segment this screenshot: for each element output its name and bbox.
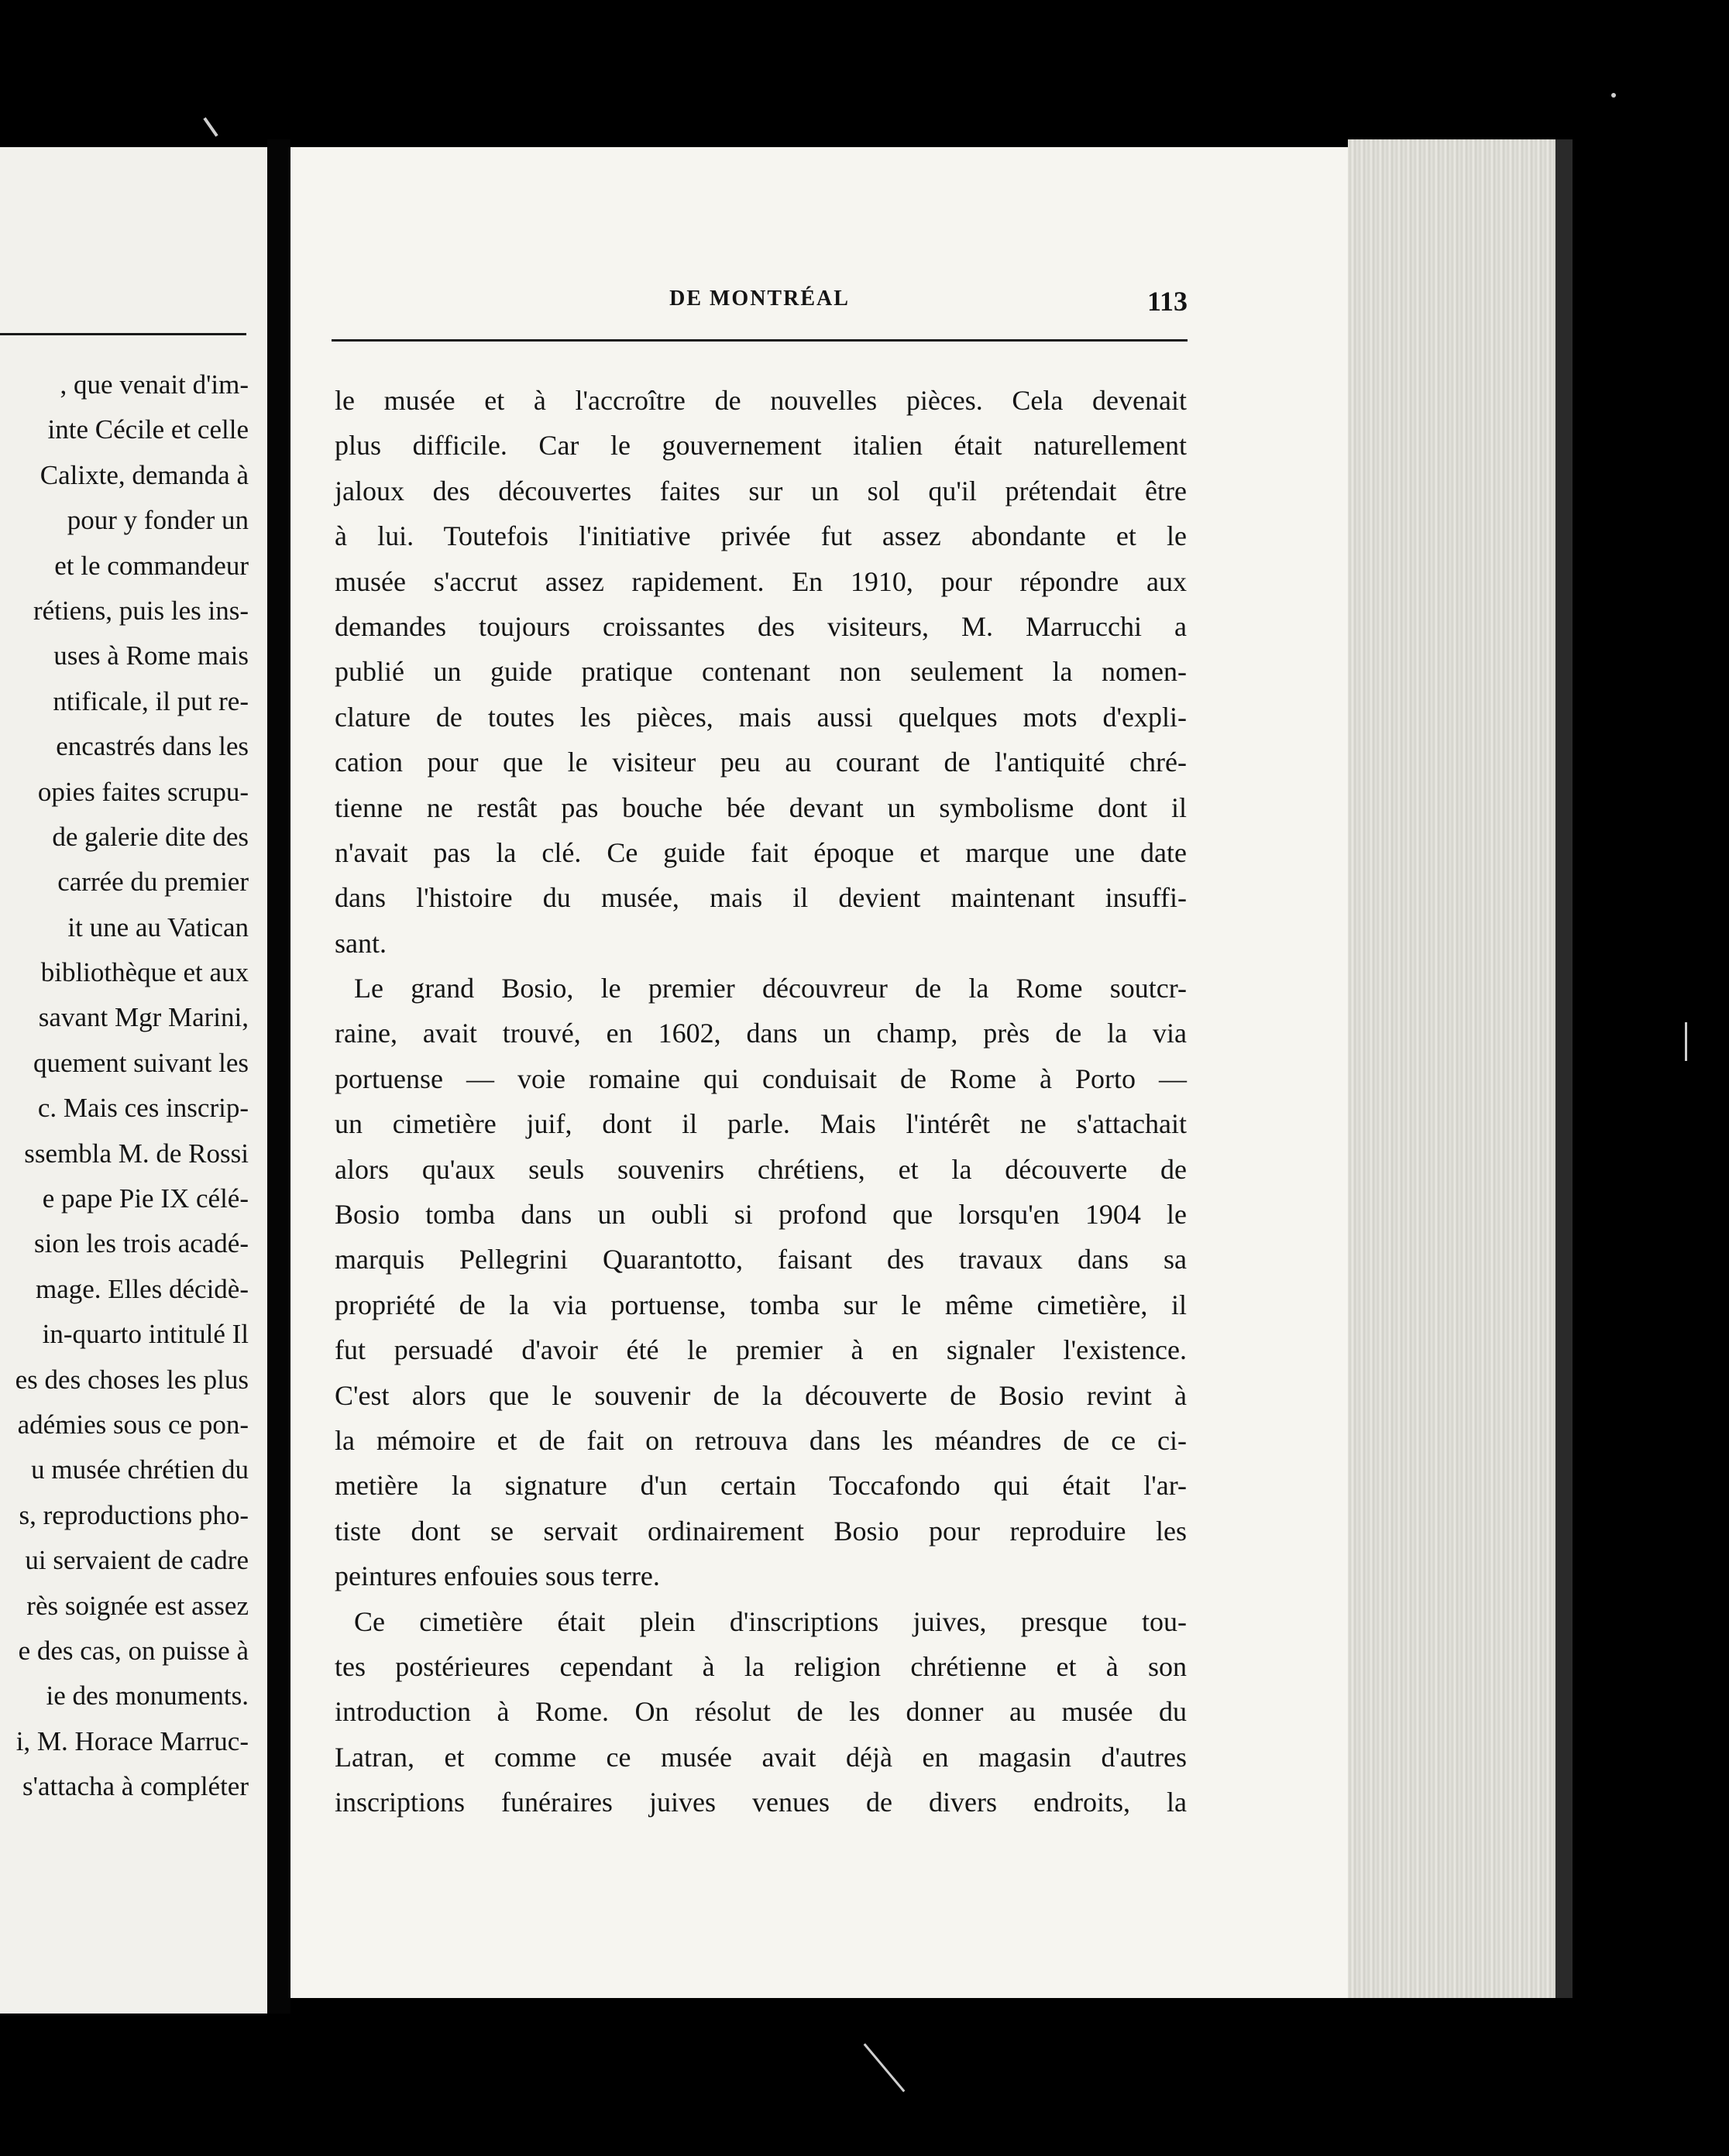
text-line: et le commandeur <box>54 550 249 581</box>
text-line: in-quarto intitulé Il <box>42 1319 249 1350</box>
text-line: clature de toutes les pièces, mais aussi quelques mots d'expli- <box>335 701 1187 733</box>
text-line: u musée chrétien du <box>31 1454 249 1485</box>
text-line: es des choses les plus <box>15 1364 249 1395</box>
text-line: introduction à Rome. On résolut de les donner au musée du <box>335 1696 1187 1728</box>
text-line: dans l'histoire du musée, mais il devient maintenant insuffi- <box>335 882 1187 914</box>
text-line: la mémoire et de fait on retrouva dans les méandres de ce ci- <box>335 1424 1187 1456</box>
page-number: 113 <box>1146 286 1188 317</box>
text-line: tes postérieures cependant à la religion chrétienne et à son <box>335 1650 1187 1682</box>
text-line: uses à Rome mais <box>53 640 249 671</box>
text-line: pour y fonder un <box>67 505 249 536</box>
text-line: Latran, et comme ce musée avait déjà en magasin d'autres <box>335 1741 1187 1773</box>
text-line: s'attacha à compléter <box>22 1771 249 1802</box>
text-line: , que venait d'im- <box>60 369 249 400</box>
text-line: demandes toujours croissantes des visiteurs, M. Marrucchi a <box>335 610 1187 642</box>
text-line: i, M. Horace Marruc- <box>15 1725 249 1756</box>
book-gutter <box>267 139 290 2014</box>
text-line: publié un guide pratique contenant non seulement la nomen- <box>335 656 1187 688</box>
left-header-rule <box>0 333 246 335</box>
text-line: alors qu'aux seuls souvenirs chrétiens, et la découverte de <box>335 1153 1187 1185</box>
text-line: portuense — voie romaine qui conduisait de Rome à Porto — <box>335 1063 1187 1094</box>
text-line: Le grand Bosio, le premier découvreur de la Rome soutcr- <box>354 973 1187 1004</box>
text-line: à lui. Toutefois l'initiative privée fut assez abondante et le <box>335 520 1187 552</box>
running-title: DE MONTRÉAL <box>669 287 850 311</box>
text-line: encastrés dans les <box>56 731 249 762</box>
scan-speck <box>203 117 218 136</box>
text-line: carrée du premier <box>57 867 249 898</box>
header-rule <box>332 339 1188 342</box>
page-edges <box>1348 139 1573 1998</box>
scan-speck <box>864 2043 906 2092</box>
text-line: e pape Pie IX célé- <box>42 1183 249 1214</box>
text-line: propriété de la via portuense, tomba sur le même cimetière, il <box>335 1289 1187 1320</box>
left-page-text <box>0 362 249 1810</box>
text-line: de galerie dite des <box>52 821 249 852</box>
text-line: opies faites scrupu- <box>37 776 249 807</box>
text-line: c. Mais ces inscrip- <box>37 1093 249 1124</box>
text-line: marquis Pellegrini Quarantotto, faisant des travaux dans sa <box>335 1244 1187 1275</box>
text-line: sant. <box>335 927 387 959</box>
text-line: sion les trois acadé- <box>34 1228 249 1259</box>
text-line: inscriptions funéraires juives venues de divers endroits, la <box>335 1787 1187 1818</box>
text-line: jaloux des découvertes faites sur un sol qu'il prétendait être <box>335 475 1187 506</box>
text-line: bibliothèque et aux <box>40 957 249 988</box>
text-line: e des cas, on puisse à <box>18 1635 249 1666</box>
text-line: it une au Vatican <box>67 911 249 942</box>
text-line: tienne ne restât pas bouche bée devant un symbolisme dont il <box>335 791 1187 823</box>
text-line: savant Mgr Marini, <box>38 1002 249 1033</box>
text-line: Calixte, demanda à <box>40 459 249 490</box>
text-line: rès soignée est assez <box>26 1590 249 1621</box>
text-line: plus difficile. Car le gouvernement italien était naturellement <box>335 430 1187 462</box>
body-text <box>335 378 1187 1825</box>
text-line: rétiens, puis les ins- <box>33 595 249 626</box>
text-line: inte Cécile et celle <box>47 414 249 445</box>
text-line: cation pour que le visiteur peu au courant de l'antiquité chré- <box>335 747 1187 778</box>
text-line: C'est alors que le souvenir de la découverte de Bosio revint à <box>335 1379 1187 1411</box>
text-line: Ce cimetière était plein d'inscriptions juives, presque tou- <box>354 1605 1187 1637</box>
text-line: tiste dont se servait ordinairement Bosio pour reproduire les <box>335 1515 1187 1547</box>
text-line: ssembla M. de Rossi <box>24 1138 249 1169</box>
text-line: le musée et à l'accroître de nouvelles pièces. Cela devenait <box>335 385 1187 416</box>
running-head <box>332 287 1188 318</box>
text-line: ntificale, il put re- <box>53 685 249 716</box>
text-line: s, reproductions pho- <box>19 1499 249 1530</box>
text-line: raine, avait trouvé, en 1602, dans un champ, près de la via <box>335 1018 1187 1049</box>
text-line: ie des monuments. <box>46 1681 249 1711</box>
text-line: metière la signature d'un certain Toccafondo qui était l'ar- <box>335 1470 1187 1502</box>
text-line: peintures enfouies sous terre. <box>335 1560 660 1592</box>
text-line: fut persuadé d'avoir été le premier à en signaler l'existence. <box>335 1334 1187 1366</box>
text-line: n'avait pas la clé. Ce guide fait époque et marque une date <box>335 836 1187 868</box>
text-line: musée s'accrut assez rapidement. En 1910, pour répondre aux <box>335 565 1187 597</box>
left-page <box>0 147 267 2014</box>
text-line: mage. Elles décidè- <box>35 1273 249 1304</box>
text-line: Bosio tomba dans un oubli si profond que lorsqu'en 1904 le <box>335 1199 1187 1231</box>
scan-speck <box>1611 93 1616 98</box>
scan-speck <box>1685 1022 1687 1061</box>
text-line: quement suivant les <box>33 1047 249 1078</box>
text-line: adémies sous ce pon- <box>17 1409 249 1440</box>
text-line: un cimetière juif, dont il parle. Mais l'intérêt ne s'attachait <box>335 1108 1187 1140</box>
text-line: ui servaient de cadre <box>25 1545 249 1576</box>
